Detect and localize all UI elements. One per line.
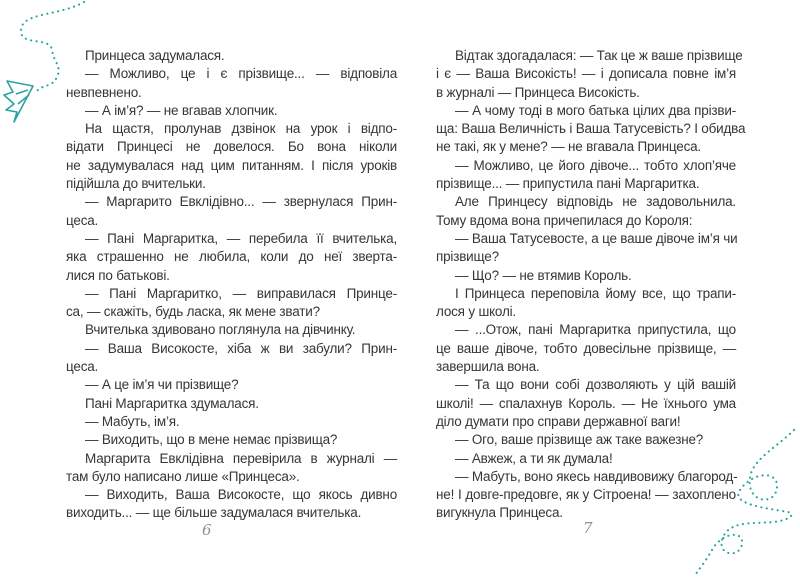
- text-line: в журналі — Принцеса Високість.: [436, 84, 640, 100]
- text-line: — Виходить, Ваша Високосте, що якось дивно: [85, 487, 397, 503]
- text-line: підійшла до вчительки.: [66, 176, 206, 192]
- text-line: — Ваша Татусевосте, а це ваше дівоче ім’я чи: [455, 230, 738, 246]
- text-line: — Виходить, що в мене немає прізвища?: [85, 432, 338, 448]
- text-line: школі! — спалахнув Король. — Не їхнього ума: [436, 395, 736, 411]
- text-line: відати Принцесі не довелося. Бо вона ніколи: [66, 139, 397, 155]
- text-line: — Можливо, це його дівоче... тобто хлоп’яче: [455, 157, 736, 173]
- text-line: — А чому тоді в мого батька цілих два прізви-: [455, 102, 736, 118]
- text-line: діло думати про справи державної ваги!: [436, 413, 681, 429]
- text-line: лося у школі.: [436, 304, 516, 320]
- text-line: Маргарита Евклідівна перевірила в журналі —: [85, 450, 397, 466]
- text-line: не такі, як у мене? — не вгавала Принцеса.: [436, 139, 701, 155]
- text-line: це ваше дівоче, тобто довесільне прізвище, —: [436, 340, 736, 356]
- text-line: — Що? — не втямив Король.: [455, 267, 632, 283]
- text-line: — Ваша Високосте, хіба ж ви забули? Прин-: [85, 340, 397, 356]
- text-line: — Пані Маргаритко, — виправилася Принце-: [85, 285, 397, 301]
- text-line: Тому вдома вона причепилася до Короля:: [436, 212, 693, 228]
- left-page-text: [66, 47, 397, 523]
- text-line: там було написано лише «Принцеса».: [66, 468, 300, 484]
- text-line: — Мабуть, воно якесь навдивовижу благород-: [455, 468, 738, 484]
- text-line: невпевнено.: [66, 84, 142, 100]
- text-line: — А ім’я? — не вгавав хлопчик.: [85, 102, 278, 118]
- text-line: І Принцеса переповіла йому все, що трапи-: [455, 285, 736, 301]
- text-line: — Пані Маргаритка, — перебила її вчителька,: [85, 230, 397, 246]
- text-line: — ...Отож, пані Маргаритка припустила, що: [455, 322, 736, 338]
- crown-icon: [4, 81, 33, 122]
- text-line: і є — Ваша Високість! — і дописала повне ім’я: [436, 66, 736, 82]
- text-line: не задумувалася над цим питанням. І після уроків: [66, 157, 397, 173]
- left-page-number: 6: [202, 521, 212, 539]
- text-line: яка страшенно не любила, коли до неї зверта-: [66, 249, 397, 265]
- text-line: не! І довге-предовге, як у Сітроена! — захоплено: [436, 487, 736, 503]
- text-line: — Ого, ваше прізвище аж таке важезне?: [455, 432, 704, 448]
- text-line: са, — скажіть, будь ласка, як мене звати?: [66, 304, 320, 320]
- text-line: цеса.: [66, 359, 99, 375]
- text-line: — Маргарито Евклідівно... — звернулася Прин-: [85, 194, 397, 210]
- text-line: вигукнула Принцеса.: [436, 505, 563, 521]
- text-line: — А це ім’я чи прізвище?: [85, 377, 239, 393]
- text-line: — Мабуть, ім’я.: [85, 413, 180, 429]
- right-page-text: [436, 47, 746, 523]
- text-line: завершила вона.: [436, 359, 540, 375]
- right-page-number: 7: [583, 519, 593, 537]
- text-line: виходить... — ще більше задумалася вчителька.: [66, 505, 362, 521]
- text-line: Пані Маргаритка здумалася.: [85, 395, 259, 411]
- text-line: — Можливо, це і є прізвище... — відповіла: [85, 66, 397, 82]
- text-line: Але Принцесу відповідь не задовольнила.: [455, 194, 736, 210]
- text-line: — Авжеж, а ти як думала!: [455, 450, 613, 466]
- text-line: — Та що вони собі дозволяють у цій вашій: [455, 377, 736, 393]
- text-line: ща: Ваша Величність і Ваша Татусевість? І обидва: [436, 121, 746, 137]
- text-line: На щастя, пролунав дзвінок на урок і відпо-: [85, 121, 397, 137]
- text-line: Принцеса задумалася.: [85, 48, 225, 63]
- text-line: Вчителька здивовано поглянула на дівчинку.: [85, 322, 356, 338]
- text-line: прізвище... — припустила пані Маргаритка.: [436, 176, 700, 192]
- text-line: цеса.: [66, 212, 99, 228]
- text-line: Відтак здогадалася: — Так це ж ваше прізвище: [455, 48, 743, 63]
- text-line: лися по батькові.: [66, 267, 170, 283]
- text-line: прізвище?: [436, 249, 499, 265]
